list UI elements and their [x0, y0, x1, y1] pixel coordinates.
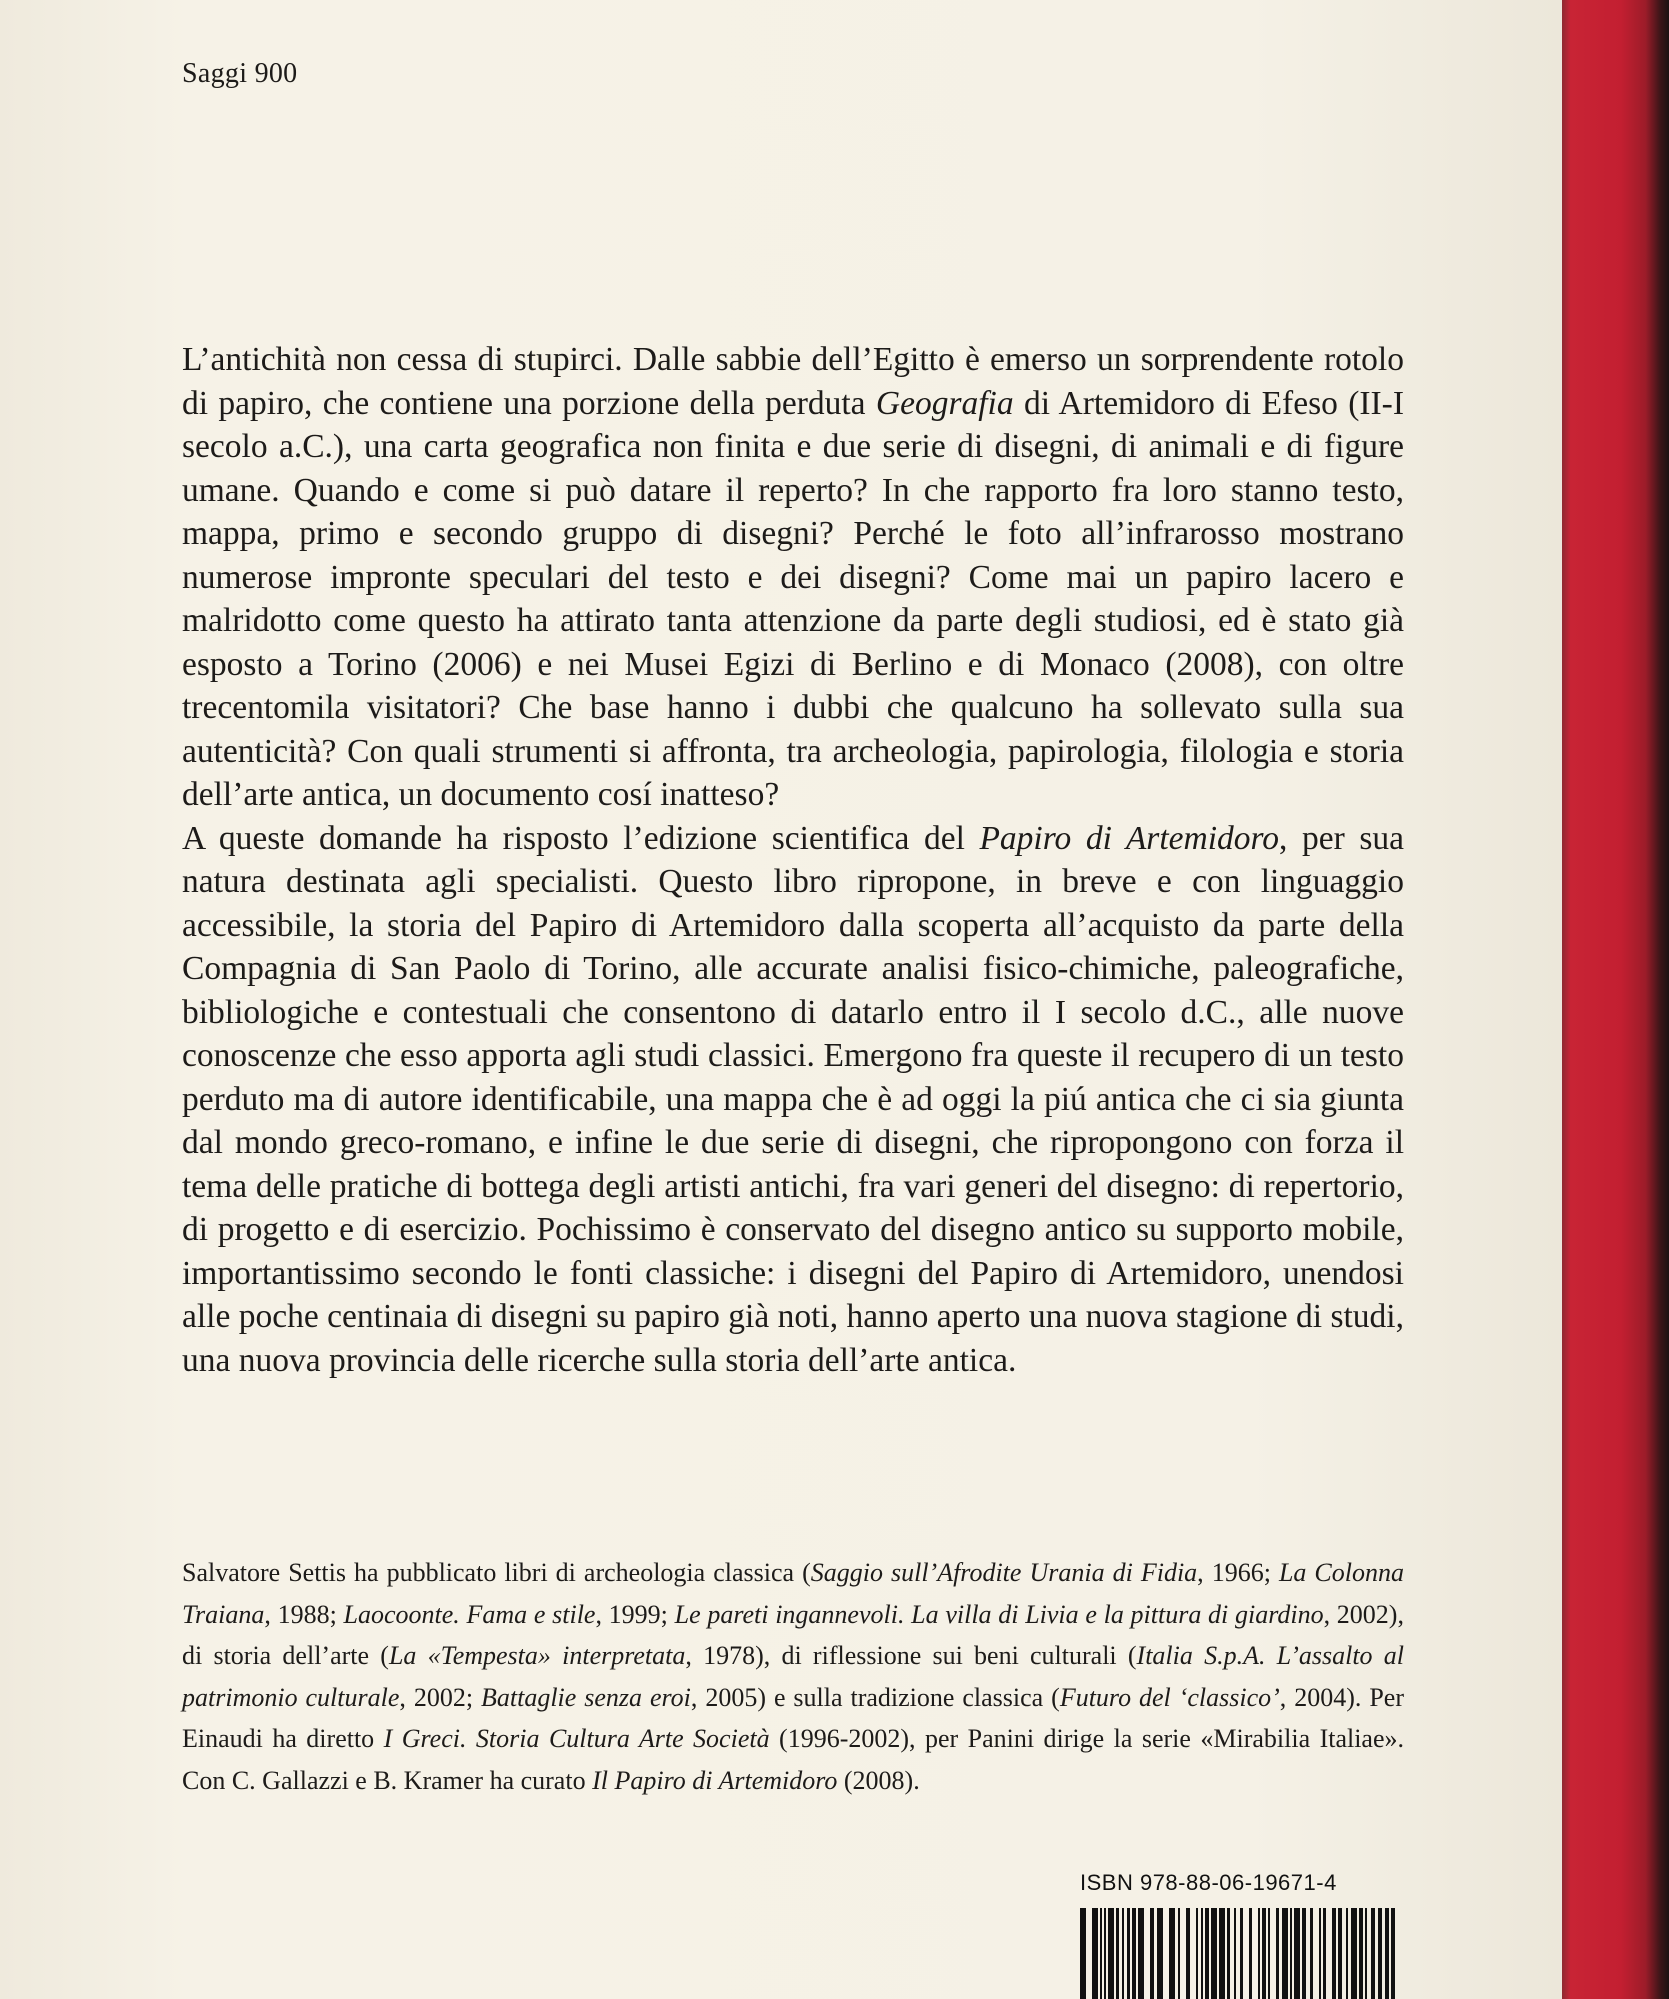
text-run: , 1978), di riflessione sui beni culturali ( [685, 1641, 1137, 1670]
italic-title: Le pareti ingannevoli. La villa di Livia e la pittura di giardino [674, 1599, 1324, 1629]
italic-title: Papiro di Artemidoro [979, 819, 1280, 857]
italic-title: Battaglie senza eroi [481, 1682, 691, 1712]
author-bio [182, 1552, 1404, 1801]
blurb-text [182, 338, 1404, 1382]
italic-title: Futuro del ‘classico’ [1059, 1682, 1280, 1712]
text-run: (1996-2002), per Panini dirige la serie «Mirabilia Italiae». Con C. Gallazzi e B. Kramer ha curato [182, 1724, 1405, 1795]
text-run: , 2002; [399, 1682, 481, 1712]
text-run: L’antichità non cessa di stupirci. Dalle sabbie dell’Egitto è emerso un sorprendente rotolo di papiro, che contiene una porzione della perduta [182, 341, 1404, 422]
text-run: , 1988; [264, 1599, 344, 1629]
italic-title: Il Papiro di Artemidoro [592, 1765, 838, 1795]
barcode-bar [1391, 1908, 1395, 1999]
italic-title: Laocoonte. Fama e stile [343, 1599, 596, 1629]
text-run: (2008). [837, 1765, 920, 1795]
text-run: , per sua natura destinata agli specialisti. Questo libro ripropone, in breve e con linguaggio accessibile, la storia del Papiro di Artemidoro dalla scoperta all’acquisto da parte della Compagnia di San Paolo di Torino, alle accurate analisi fisico-chimiche, paleografiche, bibliologiche e contestuali che consentono di datarlo entro il I secolo d.C., alle nuove conoscenze che esso apporta agli studi classici. Emergono fra queste il recupero di un testo perduto ma di autore identificabile, una mappa che è ad oggi la piú antica che ci sia giunta dal mondo greco-romano, e infine le due serie di disegni, che ripropongono con forza il tema delle pratiche di bottega degli artisti antichi, fra vari generi del disegno: di repertorio, di progetto e di esercizio. Pochissimo è conservato del disegno antico su supporto mobile, importantissimo secondo le fonti classiche: i disegni del Papiro di Artemidoro, unendosi alle poche centinaia di disegni su papiro già noti, hanno aperto una nuova stagione di studi, una nuova provincia delle ricerche sulla storia dell’arte antica. [182, 819, 1404, 1379]
italic-title: Saggio sull’Afrodite Urania di Fidia [810, 1558, 1198, 1587]
text-run: , 2005) e sulla tradizione classica ( [690, 1682, 1060, 1712]
blurb-paragraph-1 [182, 338, 1404, 817]
italic-title: La «Tempesta» interpretata [388, 1641, 686, 1670]
italic-title: Italia S.p.A. L’assalto al patrimonio culturale [182, 1641, 1404, 1712]
barcode [1080, 1908, 1395, 1999]
text-run: , 2002), di storia dell’arte ( [182, 1599, 1404, 1670]
text-run: , 1999; [595, 1599, 675, 1629]
text-run: A queste domande ha risposto l’edizione scientifica del [182, 819, 980, 857]
series-label: Saggi 900 [182, 58, 298, 89]
italic-title: La Colonna Traiana [182, 1558, 1404, 1629]
text-run: Salvatore Settis ha pubblicato libri di archeologia classica ( [182, 1558, 811, 1587]
italic-title: Geografia [875, 384, 1014, 422]
red-spine [1562, 0, 1669, 1999]
text-run: , 2004). Per Einaudi ha diretto [182, 1682, 1404, 1753]
blurb-paragraph-2 [182, 817, 1404, 1383]
text-run: di Artemidoro di Efeso (II-I secolo a.C.), una carta geografica non finita e due serie di disegni, di animali e di figure umane. Quando e come si può datare il reperto? In che rapporto fra loro stanno testo, mappa, primo e secondo gruppo di disegni? Perché le foto all’infrarosso mostrano numerose impronte speculari del testo e dei disegni? Come mai un papiro lacero e malridotto come questo ha attirato tanta attenzione da parte degli studiosi, ed è stato già esposto a Torino (2006) e nei Musei Egizi di Berlino e di Monaco (2008), con oltre trecentomila visitatori? Che base hanno i dubbi che qualcuno ha sollevato sulla sua autenticità? Con quali strumenti si affronta, tra archeologia, papirologia, filologia e storia dell’arte antica, un documento cosí inatteso? [182, 384, 1404, 813]
italic-title: I Greci. Storia Cultura Arte Società [383, 1724, 770, 1753]
isbn-label: ISBN 978-88-06-19671-4 [1080, 1870, 1337, 1895]
text-run: , 1966; [1197, 1558, 1279, 1587]
